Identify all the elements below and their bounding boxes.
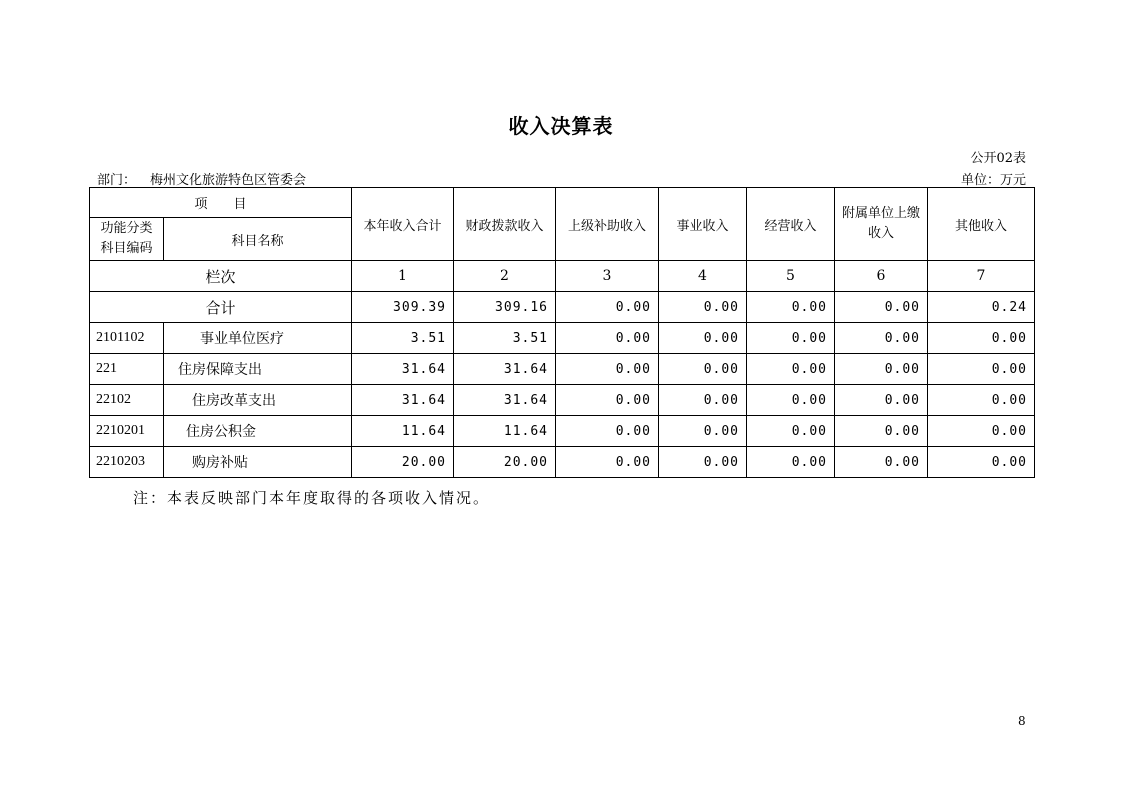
table-cell: 0.00 (747, 416, 835, 447)
table-cell: 0.00 (659, 447, 747, 478)
table-cell: 11.64 (454, 416, 556, 447)
table-cell: 0.00 (556, 323, 659, 354)
column-index: 6 (835, 261, 928, 292)
header-col-4: 事业收入 (659, 188, 747, 261)
subject-code: 2101102 (90, 323, 164, 354)
table-cell: 0.00 (556, 447, 659, 478)
table-row (90, 416, 1035, 447)
table-cell: 309.39 (352, 292, 454, 323)
column-index: 5 (747, 261, 835, 292)
column-index: 2 (454, 261, 556, 292)
table-cell: 0.00 (747, 292, 835, 323)
column-index: 7 (928, 261, 1035, 292)
header-item: 项 目 (90, 188, 352, 218)
table-row (90, 447, 1035, 478)
table-cell: 0.00 (556, 416, 659, 447)
column-index-label: 栏次 (90, 261, 352, 292)
table-cell: 0.24 (928, 292, 1035, 323)
table-cell: 0.00 (659, 292, 747, 323)
table-cell: 0.00 (835, 323, 928, 354)
table-cell: 20.00 (454, 447, 556, 478)
total-label: 合计 (90, 292, 352, 323)
header-col-5: 经营收入 (747, 188, 835, 261)
page-number: 8 (1018, 714, 1026, 728)
table-cell: 0.00 (659, 416, 747, 447)
table-cell: 0.00 (747, 447, 835, 478)
subject-name: 住房改革支出 (164, 385, 352, 416)
table-cell: 31.64 (352, 385, 454, 416)
page-title: 收入决算表 (508, 114, 614, 138)
table-note: 注：本表反映部门本年度取得的各项收入情况。 (133, 489, 491, 507)
header-col-2: 财政拨款收入 (454, 188, 556, 261)
table-cell: 0.00 (747, 385, 835, 416)
table-cell: 0.00 (747, 354, 835, 385)
table-cell: 0.00 (928, 447, 1035, 478)
data-rows (90, 323, 1035, 478)
table-cell: 309.16 (454, 292, 556, 323)
header-func-code: 功能分类科目编码 (90, 218, 164, 261)
table-cell: 0.00 (659, 323, 747, 354)
header-col-3: 上级补助收入 (556, 188, 659, 261)
table-row (90, 354, 1035, 385)
subject-name: 住房公积金 (164, 416, 352, 447)
table-cell: 3.51 (352, 323, 454, 354)
table-cell: 0.00 (835, 447, 928, 478)
column-index: 4 (659, 261, 747, 292)
header-subject-name: 科目名称 (164, 218, 352, 261)
subject-code: 221 (90, 354, 164, 385)
table-cell: 0.00 (659, 385, 747, 416)
header-col-7: 其他收入 (928, 188, 1035, 261)
table-cell: 0.00 (556, 292, 659, 323)
column-index: 3 (556, 261, 659, 292)
subject-code: 22102 (90, 385, 164, 416)
table-cell: 3.51 (454, 323, 556, 354)
column-index: 1 (352, 261, 454, 292)
table-cell: 0.00 (835, 292, 928, 323)
table-cell: 0.00 (928, 354, 1035, 385)
table-cell: 0.00 (835, 354, 928, 385)
table-cell: 31.64 (454, 354, 556, 385)
table-cell: 0.00 (556, 385, 659, 416)
subject-code: 2210203 (90, 447, 164, 478)
subject-code: 2210201 (90, 416, 164, 447)
header-col-1: 本年收入合计 (352, 188, 454, 261)
table-cell: 20.00 (352, 447, 454, 478)
total-row (90, 292, 1035, 323)
table-cell: 0.00 (835, 416, 928, 447)
table-cell: 31.64 (454, 385, 556, 416)
unit-label: 单位：万元 (960, 173, 1026, 188)
subject-name: 住房保障支出 (164, 354, 352, 385)
table-cell: 0.00 (928, 385, 1035, 416)
department-line (97, 169, 306, 188)
table-cell: 0.00 (928, 323, 1035, 354)
subject-name: 购房补贴 (164, 447, 352, 478)
table-cell: 0.00 (556, 354, 659, 385)
subject-name: 事业单位医疗 (164, 323, 352, 354)
department-label: 部门： (97, 173, 137, 188)
income-table (89, 187, 1035, 478)
form-number: 公开02表 (970, 151, 1026, 166)
department-name: 梅州文化旅游特色区管委会 (150, 173, 307, 188)
table-cell: 0.00 (659, 354, 747, 385)
table-cell: 0.00 (835, 385, 928, 416)
table-cell: 0.00 (928, 416, 1035, 447)
header-col-6: 附属单位上缴收入 (835, 188, 928, 261)
column-index-row (90, 261, 1035, 292)
table-cell: 11.64 (352, 416, 454, 447)
table-row (90, 385, 1035, 416)
table-row (90, 323, 1035, 354)
table-cell: 31.64 (352, 354, 454, 385)
table-cell: 0.00 (747, 323, 835, 354)
